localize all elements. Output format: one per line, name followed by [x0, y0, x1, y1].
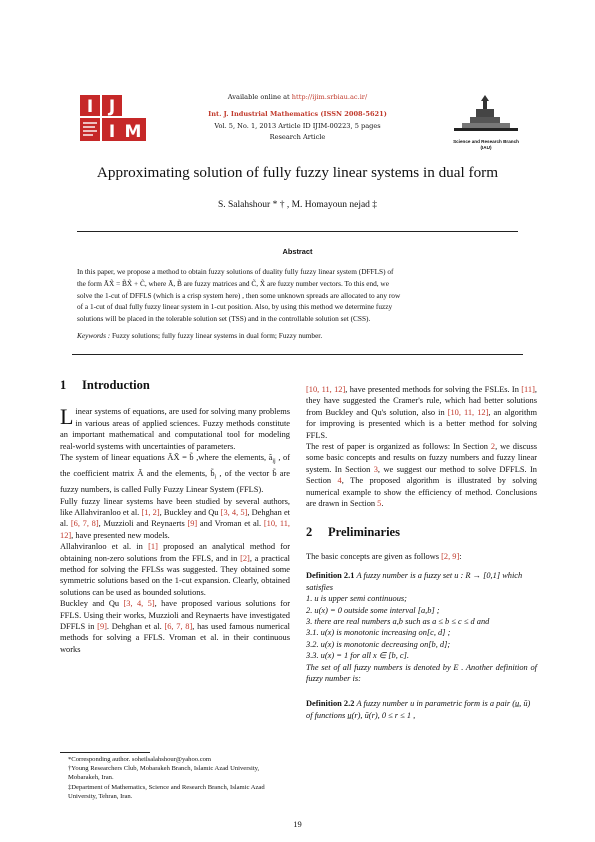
citation-link[interactable]: [1]: [148, 542, 158, 552]
citation-link[interactable]: [1, 2]: [141, 508, 160, 517]
abstract-rule: [72, 354, 523, 355]
citation-link[interactable]: [2, 9]: [441, 551, 460, 561]
intro-paragraph-6: [10, 11, 12], have presented methods for solving the FSLEs. In [11], they have suggested the Cramer's rule, which had better solutions from Buckley and Qu's solution, also in [10, 11, 12], an algorithm for improving is presented which is a better method for solving FFLS.: [306, 385, 538, 440]
definition-item: 3. there are real numbers a,b such as a ≤ b ≤ c ≤ d and: [306, 616, 490, 626]
paper-title: Approximating solution of fully fuzzy linear systems in dual form: [96, 164, 499, 181]
dropcap: L: [60, 404, 74, 430]
section-title: Introduction: [82, 378, 150, 392]
intro-paragraph-5: Buckley and Qu [3, 4, 5], have proposed various solutions for FFLS. Using their works, Muzzioli and Reynaerts have investigated DFFLS in [9]. Dehghan et al. [6, 7, 8], has used famous numerical methods for solving a FFLS. Vroman et al. in their continuous works: [60, 599, 291, 654]
abstract-heading: Abstract: [282, 247, 313, 256]
svg-text:M: M: [124, 122, 142, 141]
abstract-line: of a 1-cut of dual fully fuzzy linear system in 1-cut position. Also, by using this method we determine fuzzy: [77, 302, 393, 312]
definition-tail: The set of all fuzzy numbers is denoted by E . Another definition of fuzzy number is:: [306, 662, 537, 683]
definition-item: 3.1. u(x) is monotonic increasing on[c, d] ;: [306, 628, 451, 638]
keywords-text: Fuzzy solutions; fully fuzzy linear systems in dual form; Fuzzy number.: [112, 331, 323, 340]
section-link[interactable]: 2: [490, 442, 496, 452]
footnote-affiliation-2: ‡Department of Mathematics, Science and Research Branch, Islamic Azad University, Tehran, Iran.: [68, 783, 265, 800]
citation-link[interactable]: [10, 11, 12]: [306, 385, 346, 394]
intro-paragraph-2: The system of linear equations ÃX̃ = b̃ ,where the elements, $ã_{ij}$ , of the coefficient matrix Ã and the elements, $b̃_i$ , of the vector b̃ are fuzzy numbers, is called Fully Fuzzy Linear System (FFLS).: [60, 453, 291, 495]
footnote-corresponding: *Corresponding author. soheilsalahshour@yahoo.com: [68, 756, 212, 763]
citation-link[interactable]: [10, 11, 12]: [447, 407, 489, 417]
svg-text:I: I: [86, 97, 94, 117]
journal-logo: [80, 95, 146, 141]
citation-link[interactable]: [2]: [240, 553, 250, 563]
citation-link[interactable]: [6, 7, 8]: [164, 622, 193, 632]
university-logo: [450, 95, 522, 150]
keywords-label: Keywords :: [77, 331, 111, 340]
footnotes: [60, 755, 290, 801]
citation-link[interactable]: [9]: [187, 519, 198, 529]
intro-paragraph-3: Fully fuzzy linear systems have been studied by several authors, like Allahviranloo et al. [1, 2], Buckley and Qu [3, 4, 5], Dehghan et al. [6, 7, 8], Muzzioli and Reynaerts [9] and Vroman et al. [10, 11, 12], have presented new models.: [60, 496, 291, 540]
citation-link[interactable]: [3, 4, 5]: [123, 599, 155, 609]
section-1-heading: [60, 380, 290, 391]
paper-authors: S. Salahshour * † , M. Homayoun nejad ‡: [217, 200, 378, 210]
university-caption: Science and Research Branch (IAU): [453, 139, 519, 150]
section-link[interactable]: 5: [377, 499, 382, 509]
journal-name: Int. J. Industrial Mathematics (ISSN 2008-5621): [208, 109, 387, 118]
section-link[interactable]: 3: [373, 464, 378, 474]
section-number: 1: [60, 378, 67, 392]
svg-text:J: J: [108, 97, 116, 117]
definition-2-2: Definition 2.2 A fuzzy number u in parametric form is a pair (u̲, ū) of functions u̲(r), ū(r), 0 ≤ r ≤ 1 ,: [306, 699, 531, 720]
section-number: 2: [306, 525, 313, 540]
abstract-body: [77, 266, 519, 325]
citation-link[interactable]: [11]: [521, 385, 535, 394]
page-number: 19: [293, 819, 302, 829]
volume-info: Vol. 5, No. 1, 2013 Article ID IJIM-00223, 5 pages: [214, 122, 381, 130]
citation-link[interactable]: [10, 11, 12]: [60, 519, 291, 540]
definition-item: 3.2. u(x) is monotonic decreasing on[b, d];: [306, 639, 451, 649]
intro-paragraph-4: Allahviranloo et al. in [1] proposed an analytical method for obtaining non-zero solutions from the FFLS, and in [2], a practical method for solving the FFLSs was suggested. They obtained some symmetric solutions based on the 1-cut expansion. Clearly, obtained solutions can be used as bounded solutions.: [60, 542, 290, 597]
intro-paragraph-1: Linear systems of equations, are used for solving many problems in various areas of applied sciences. Fuzzy methods constitute an important mathematical and computational tool for modeling real-world systems with uncertainties of parameters.: [60, 404, 290, 451]
article-type: Research Article: [269, 132, 326, 141]
definition-label: Definition 2.1: [306, 571, 355, 581]
citation-link[interactable]: [9]: [97, 622, 107, 632]
intro-paragraph-7: The rest of paper is organized as follows: In Section 2, we discuss some basic concepts and results on fuzzy numbers and fuzzy linear system. In Section 3, we suggest our method to solve DFFLS. In Section 4, The proposed algorithm is illustrated by solving numerical example to show the efficiency of method. Conclusions are drawn in Section 5.: [306, 442, 537, 509]
section-2-heading: [306, 527, 537, 538]
definition-item: 1. u is upper semi continuous;: [306, 594, 407, 604]
journal-url-link[interactable]: http://ijim.srbiau.ac.ir/: [291, 93, 368, 101]
ijim-logo-icon: [80, 95, 146, 141]
availability-line: Available online at http://ijim.srbiau.ac.ir/: [227, 93, 368, 101]
footnote-affiliation-1: †Young Researchers Club, Mobarakeh Branch, Islamic Azad University, Mobarakeh, Iran.: [68, 765, 260, 782]
abstract-line: solve the 1-cut of DFFLS (which is a crisp system here) , then some unknown spreads are allocated to any row: [77, 290, 401, 300]
citation-link[interactable]: [6, 7, 8]: [70, 519, 99, 529]
abstract-line: the form ÃX̃ = B̃X̃ + C̃, where Ã, B̃ are fuzzy matrices and C̃, X̃ are fuzzy number vectors. To this end, we: [77, 278, 389, 288]
definition-item: 2. u(x) = 0 outside some interval [a,b] ;: [306, 605, 440, 615]
keywords: [77, 330, 519, 341]
definition-2-1: Definition 2.1 A fuzzy number is a fuzzy set u : R → [0,1] which satisfies: [306, 571, 523, 592]
left-column: [60, 380, 290, 655]
abstract-line: In this paper, we propose a method to obtain fuzzy solutions of duality fully fuzzy linear system (DFFLS) of: [77, 267, 394, 276]
abstract-line: solutions will be placed in the tolerable solution set (TSS) and in the controllable solution set (CSS).: [77, 314, 371, 324]
preliminaries-intro: The basic concepts are given as follows [2, 9]:: [306, 551, 462, 561]
right-column: [306, 384, 537, 721]
svg-text:I: I: [108, 122, 116, 141]
section-link[interactable]: 4: [337, 476, 342, 486]
definition-label: Definition 2.2: [306, 699, 355, 709]
header-rule: [77, 231, 518, 232]
footnote-rule: [60, 752, 150, 753]
citation-link[interactable]: [3, 4, 5]: [220, 508, 248, 517]
section-title: Preliminaries: [328, 525, 400, 540]
definition-item: 3.3. u(x) = 1 for all x ∈ [b, c].: [306, 651, 409, 661]
journal-header: [180, 92, 415, 142]
university-building-icon: [450, 95, 522, 135]
definition-items: [306, 593, 537, 684]
